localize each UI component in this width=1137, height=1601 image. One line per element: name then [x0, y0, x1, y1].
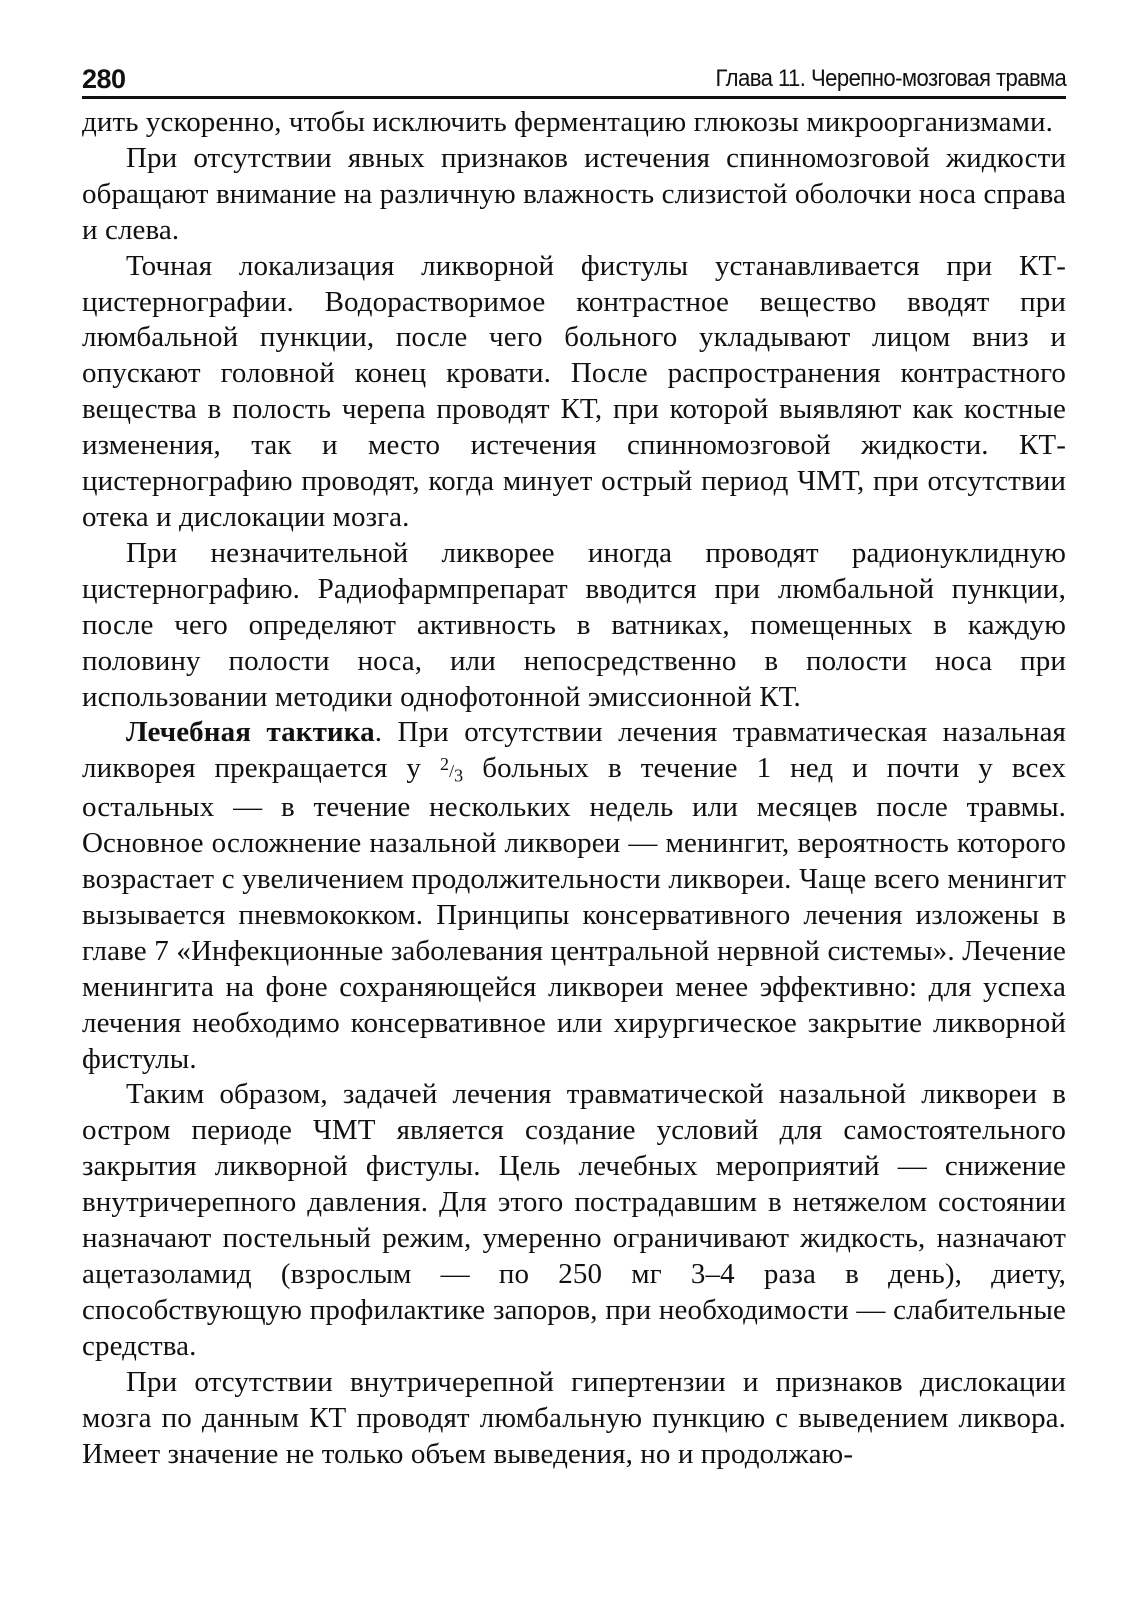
fraction-numerator: 2: [439, 754, 450, 775]
lead-term: Лечебная тактика: [126, 716, 375, 749]
paragraph: Точная локализация ликворной фистулы устанавливается при КТ-цистернографии. Водорастворимое контрастное вещество вводят при люмбальной пункции, после чего больного укладывают лицом вниз и опускают головной конец кровати. После распространения контрастного вещества в полость черепа проводят КТ, при которой выявляют как костные изменения, так и место истечения спинномозговой жидкости. КТ-цистернографию проводят, когда минует острый период ЧМТ, при отсутствии отека и дислокации мозга.: [82, 249, 1066, 533]
paragraph: При отсутствии явных признаков истечения спинномозговой жидкости обращают внимание на различную влажность слизистой оболочки носа справа и слева.: [82, 141, 1066, 246]
chapter-title: Глава 11. Черепно-мозговая травма: [715, 65, 1066, 92]
paragraph: При незначительной ликворее иногда проводят радионуклидную цистернографию. Радиофармпрепарат вводится при люмбальной пункции, после чего определяют активность в ватниках, помещенных в каждую половину полости носа, или непосредственно в полости носа при использовании методики однофотонной эмиссионной КТ.: [82, 536, 1066, 713]
body-text: [82, 105, 1066, 1472]
fraction-two-thirds: [439, 754, 464, 786]
book-page: [82, 62, 1066, 1472]
paragraph-text: больных в течение 1 нед и почти у всех остальных — в течение нескольких недель или месяцев после травмы. Основное осложнение назальной ликвореи — менингит, вероятность которого возрастает с увеличением продолжительности ликвореи. Чаще всего менингит вызывается пневмококком. Принципы консервативного лечения изложены в главе 7 «Инфекционные заболевания центральной нервной системы». Лечение менингита на фоне сохраняющейся ликвореи менее эффективно: для успеха лечения необходимо консервативное или хирургическое закрытие ликворной фистулы.: [82, 752, 1066, 1075]
fraction-separator: /: [449, 761, 455, 782]
fraction-denominator: 3: [454, 765, 464, 786]
paragraph: Таким образом, задачей лечения травматической назальной ликвореи в остром периоде ЧМТ является создание условий для самостоятельного закрытия ликворной фистулы. Цель лечебных мероприятий — снижение внутричерепного давления. Для этого пострадавшим в нетяжелом состоянии назначают постельный режим, умеренно ограничивают жидкость, назначают ацетазоламид (взрослым — по 250 мг 3–4 раза в день), диету, способствующую профилактике запоров, при необходимости — слабительные средства.: [82, 1078, 1066, 1362]
page-number: 280: [82, 64, 126, 94]
paragraph: При отсутствии внутричерепной гипертензии и признаков дислокации мозга по данным КТ проводят люмбальную пункцию с выведением ликвора. Имеет значение не только объем выведения, но и продолжаю-: [82, 1365, 1066, 1470]
paragraph-treatment-tactics: [82, 715, 1066, 1077]
paragraph-text: . При отсутствии лечения травматическая назальная ликворея прекращается у: [82, 716, 1066, 785]
running-header: [82, 62, 1066, 99]
paragraph-continued: дить ускоренно, чтобы исключить ферментацию глюкозы микроорганизмами.: [82, 106, 1053, 138]
